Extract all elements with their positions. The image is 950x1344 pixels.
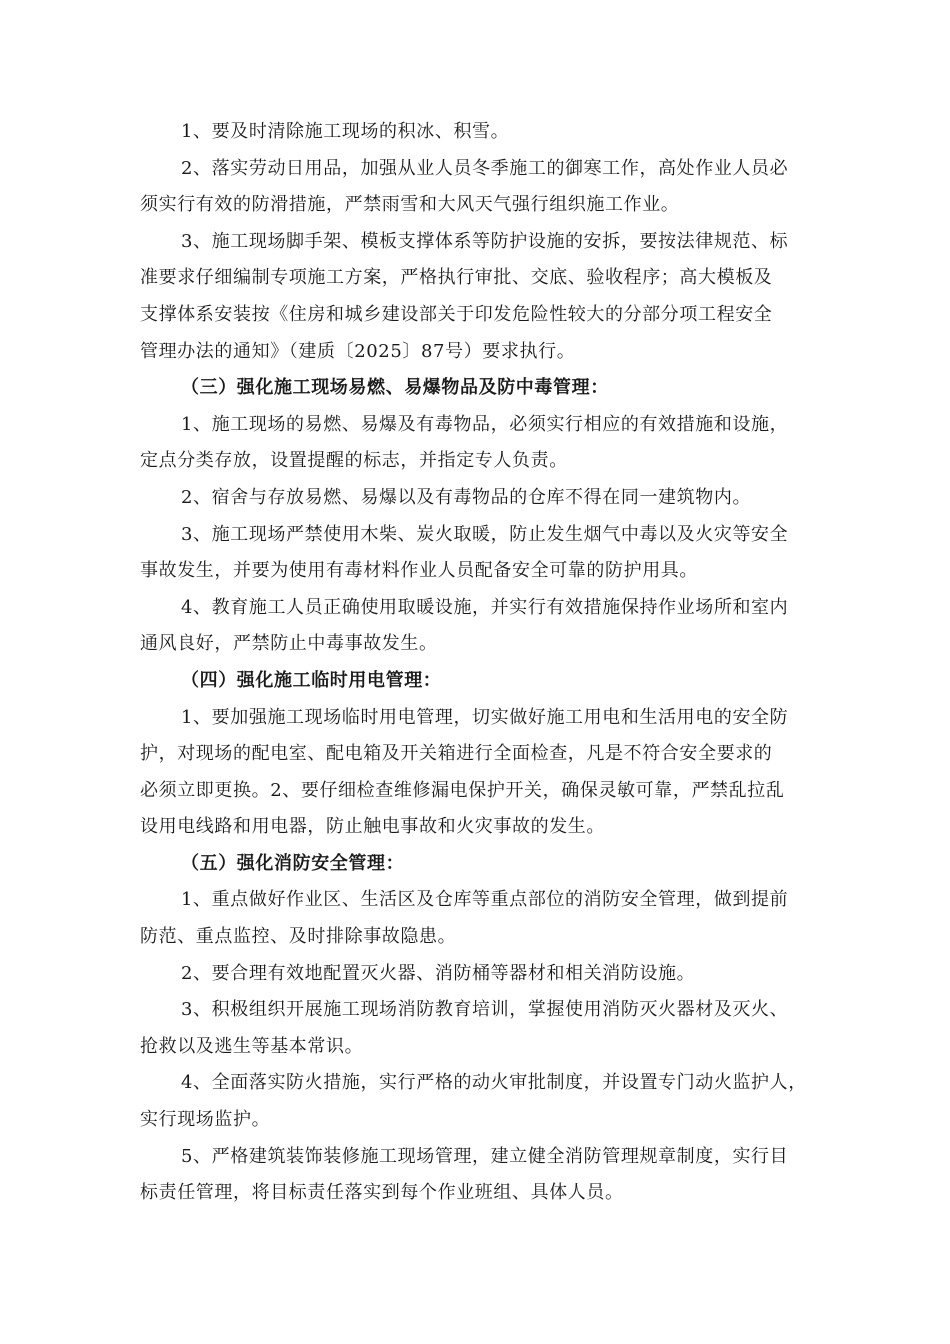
text-line: 抢救以及逃生等基本常识。 (140, 1035, 364, 1057)
text-line: 2、要合理有效地配置灭火器、消防桶等器材和相关消防设施。 (181, 962, 696, 984)
body-paragraph (140, 224, 816, 370)
text-line: 3、施工现场严禁使用木柴、炭火取暖，防止发生烟气中毒以及火灾等安全 (181, 523, 789, 545)
body-paragraph (140, 407, 816, 480)
text-line: （三）强化施工现场易燃、易爆物品及防中毒管理： (181, 377, 609, 399)
text-line: 3、施工现场脚手架、模板支撑体系等防护设施的安拆，要按法律规范、标 (181, 230, 789, 252)
section-heading (140, 846, 816, 883)
body-paragraph (140, 480, 816, 517)
text-line: 防范、重点监控、及时排除事故隐患。 (140, 926, 457, 948)
text-line: 事故发生，并要为使用有毒材料作业人员配备安全可靠的防护用具。 (140, 560, 698, 582)
text-line: 通风良好，严禁防止中毒事故发生。 (140, 633, 438, 655)
text-line: 1、要及时清除施工现场的积冰、积雪。 (181, 121, 510, 142)
body-paragraph (140, 1139, 816, 1212)
text-line: 4、全面落实防火措施，实行严格的动火审批制度，并设置专门动火监护人， (181, 1072, 807, 1094)
text-line: 须实行有效的防滑措施，严禁雨雪和大风天气强行组织施工作业。 (140, 194, 680, 216)
text-line: 护，对现场的配电室、配电箱及开关箱进行全面检查，凡是不符合安全要求的 (140, 743, 773, 765)
text-line: 4、教育施工人员正确使用取暖设施，并实行有效措施保持作业场所和室内 (181, 596, 789, 618)
text-line: 1、重点做好作业区、生活区及仓库等重点部位的消防安全管理，做到提前 (181, 889, 789, 911)
body-paragraph (140, 956, 816, 993)
text-line: 标责任管理，将目标责任落实到每个作业班组、具体人员。 (140, 1182, 624, 1204)
text-line: 必须立即更换。2、要仔细检查维修漏电保护开关，确保灵敏可靠，严禁乱拉乱 (140, 779, 785, 801)
text-line: （四）强化施工临时用电管理： (181, 669, 442, 691)
body-paragraph (140, 700, 816, 846)
text-line: 1、施工现场的易燃、易爆及有毒物品，必须实行相应的有效措施和设施， (181, 413, 789, 435)
body-paragraph (140, 517, 816, 590)
text-line: 3、积极组织开展施工现场消防教育培训，掌握使用消防灭火器材及灭火、 (181, 999, 789, 1021)
text-line: 5、严格建筑装饰装修施工现场管理，建立健全消防管理规章制度，实行目 (181, 1145, 789, 1167)
text-line: （五）强化消防安全管理： (181, 852, 405, 874)
text-line: 定点分类存放，设置提醒的标志，并指定专人负责。 (140, 450, 568, 472)
text-line: 准要求仔细编制专项施工方案，严格执行审批、交底、验收程序；高大模板及 (140, 267, 773, 289)
document-body (140, 114, 816, 1212)
text-line: 2、落实劳动日用品，加强从业人员冬季施工的御寒工作，高处作业人员必 (181, 157, 789, 179)
body-paragraph (140, 590, 816, 663)
section-heading (140, 370, 816, 407)
text-line: 实行现场监护。 (140, 1109, 271, 1131)
text-line: 设用电线路和用电器，防止触电事故和火灾事故的发生。 (140, 816, 605, 838)
body-paragraph (140, 151, 816, 224)
body-paragraph (140, 114, 816, 151)
text-line: 1、要加强施工现场临时用电管理，切实做好施工用电和生活用电的安全防 (181, 706, 789, 728)
text-line: 管理办法的通知》（建质〔2025〕87号）要求执行。 (140, 340, 576, 362)
text-line: 2、宿舍与存放易燃、易爆以及有毒物品的仓库不得在同一建筑物内。 (181, 486, 752, 508)
text-line: 支撑体系安装按《住房和城乡建设部关于印发危险性较大的分部分项工程安全 (140, 303, 773, 325)
section-heading (140, 663, 816, 700)
body-paragraph (140, 882, 816, 955)
body-paragraph (140, 1065, 816, 1138)
body-paragraph (140, 992, 816, 1065)
